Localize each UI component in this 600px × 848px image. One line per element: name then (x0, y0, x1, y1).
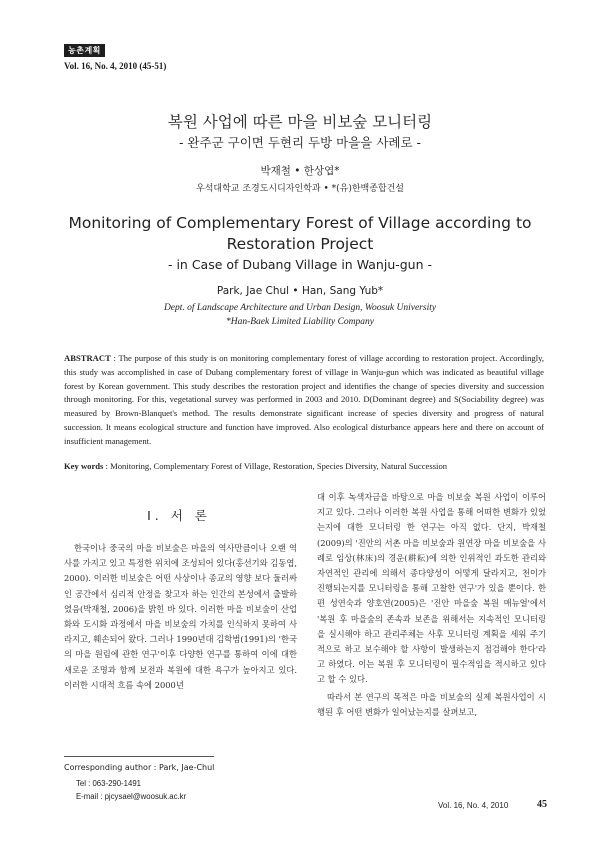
corresponding-email: E-mail : pjcysael@woosuk.ac.kr (76, 792, 187, 801)
body-paragraph: 대 이후 녹색자금을 바탕으로 마을 비보숲 복원 사업이 이루어지고 있다. 그러나 이러한 복원 사업을 통해 어떠한 변화가 있었는지에 대한 모니터링 한 연구는 아직 없다. 단지, 박재철(2009)의 '진안의 서촌 마을 비보숲과 원연장 마을 비보숲을 사례로 임상(林床)의 경운(耕耘)에 의한 인위적인 과도한 관리와 자연적인 관리에 의해서 종다양성이 어떻게 달라지고, 천이가 진행되는지를 모니터링을 통해 고찰한 연구'가 있을 뿐이다. 한편 성연숙과 양호연(2005)은 '진안 마을숲 복원 매뉴얼'에서 '복원 후 마을숲의 존속과 보존을 위해서는 지속적인 모니터링을 실시해야 하고 관리주체는 사후 모니터링 계획을 세워 주기적으로 하고 보수해야 할 사항이 발생하는지 점검해야 한다'라고 하였다. 이는 복원 후 모니터링이 필수적임을 적시하고 있다고 할 수 있다. (317, 492, 546, 685)
footnote-divider (64, 756, 214, 757)
corresponding-author: Corresponding author : Park, Jae-Chul (64, 763, 215, 772)
korean-title: 복원 사업에 따른 마을 비보숲 모니터링 (167, 113, 433, 131)
corresponding-tel: Tel : 063-290-1491 (76, 779, 142, 788)
keywords-label: Key words (64, 461, 104, 471)
keywords-text: : Monitoring, Complementary Forest of Village, Restoration, Species Diversity, Natural Succession (103, 461, 448, 471)
english-affiliation-line1: Dept. of Landscape Architecture and Urban Design, Woosuk University (163, 303, 437, 313)
korean-authors: 박재철 • 한상엽* (260, 165, 340, 177)
english-affiliation-line2: *Han-Baek Limited Liability Company (225, 317, 375, 327)
body-right-column (317, 490, 546, 720)
english-title-line2: Restoration Project (226, 235, 374, 253)
section-title-introduction: I. 서 론 (147, 508, 211, 523)
abstract-label: ABSTRACT (64, 353, 111, 363)
abstract-text: : The purpose of this study is on monitoring complementary forest of village according to restoration project. Accordingly, this study was accomplished in case of Dubang complementary forest of village in Wanju-gun which was indicated as beautiful village forest by Korean government. This study describes the restoration project and identifies the change of species diversity and succession through monitoring. For this, vegetational survey was performed in 2003 and 2010. D(Dominant degree) and S(Sociability degree) was measured by Brown-Blanquet's method. The results demonstrate significant increase of species diversity and progress of natural succession. It means ecological structure and function have improved. Also ecological disturbance appears here and there on account of insufficient management. (64, 353, 544, 446)
journal-name-badge: 농촌계획 (64, 44, 105, 57)
english-subtitle: - in Case of Dubang Village in Wanju-gun - (167, 257, 433, 272)
korean-subtitle: - 완주군 구이면 두현리 두방 마을을 사례로 - (178, 135, 422, 150)
volume-info: Vol. 16, No. 4, 2010 (45-51) (64, 61, 167, 71)
english-affiliation (0, 301, 600, 329)
footer-issue: Vol. 16, No. 4, 2010 (438, 801, 509, 810)
keywords (64, 461, 544, 471)
body-paragraph: 한국이나 중국의 마을 비보숲은 마을의 역사만큼이나 오랜 역사를 가지고 있고 특정한 위치에 조성되어 있다(홍선기와 김동엽, 2000). 이러한 비보숲은 어떤 사상이나 종교의 영향 보다 둘러싸인 공간에서 심리적 안정을 찾고자 하는 인간의 본성에서 출발하였음(박재철, 2006)을 밝힌 바 있다. 이러한 마을 비보숲이 산업화와 도시화 과정에서 마을 비보숲의 가치를 인식하지 못하여 사라지고, 훼손되어 왔다. 그러나 1990년대 김학범(1991)의 '한국의 마을 원림에 관한 연구'이후 다양한 연구를 통하여 이에 대한 새로운 조명과 함께 보전과 복원에 대한 욕구가 높아지고 있다. 이러한 시대적 흐름 속에 2000년 (64, 543, 297, 690)
english-title-line1: Monitoring of Complementary Forest of Village according to (68, 214, 532, 232)
english-authors: Park, Jae Chul • Han, Sang Yub* (216, 285, 384, 297)
korean-affiliation: 우석대학교 조경도시디자인학과 • *(유)한백종합건설 (196, 184, 404, 194)
body-left-column (64, 541, 297, 693)
english-title (0, 213, 600, 255)
page-number: 45 (537, 799, 547, 810)
body-paragraph: 따라서 본 연구의 목적은 마을 비보숲의 실제 복원사업이 시행된 후 어떤 변화가 일어났는지를 살펴보고, (317, 691, 546, 717)
abstract (64, 352, 544, 449)
